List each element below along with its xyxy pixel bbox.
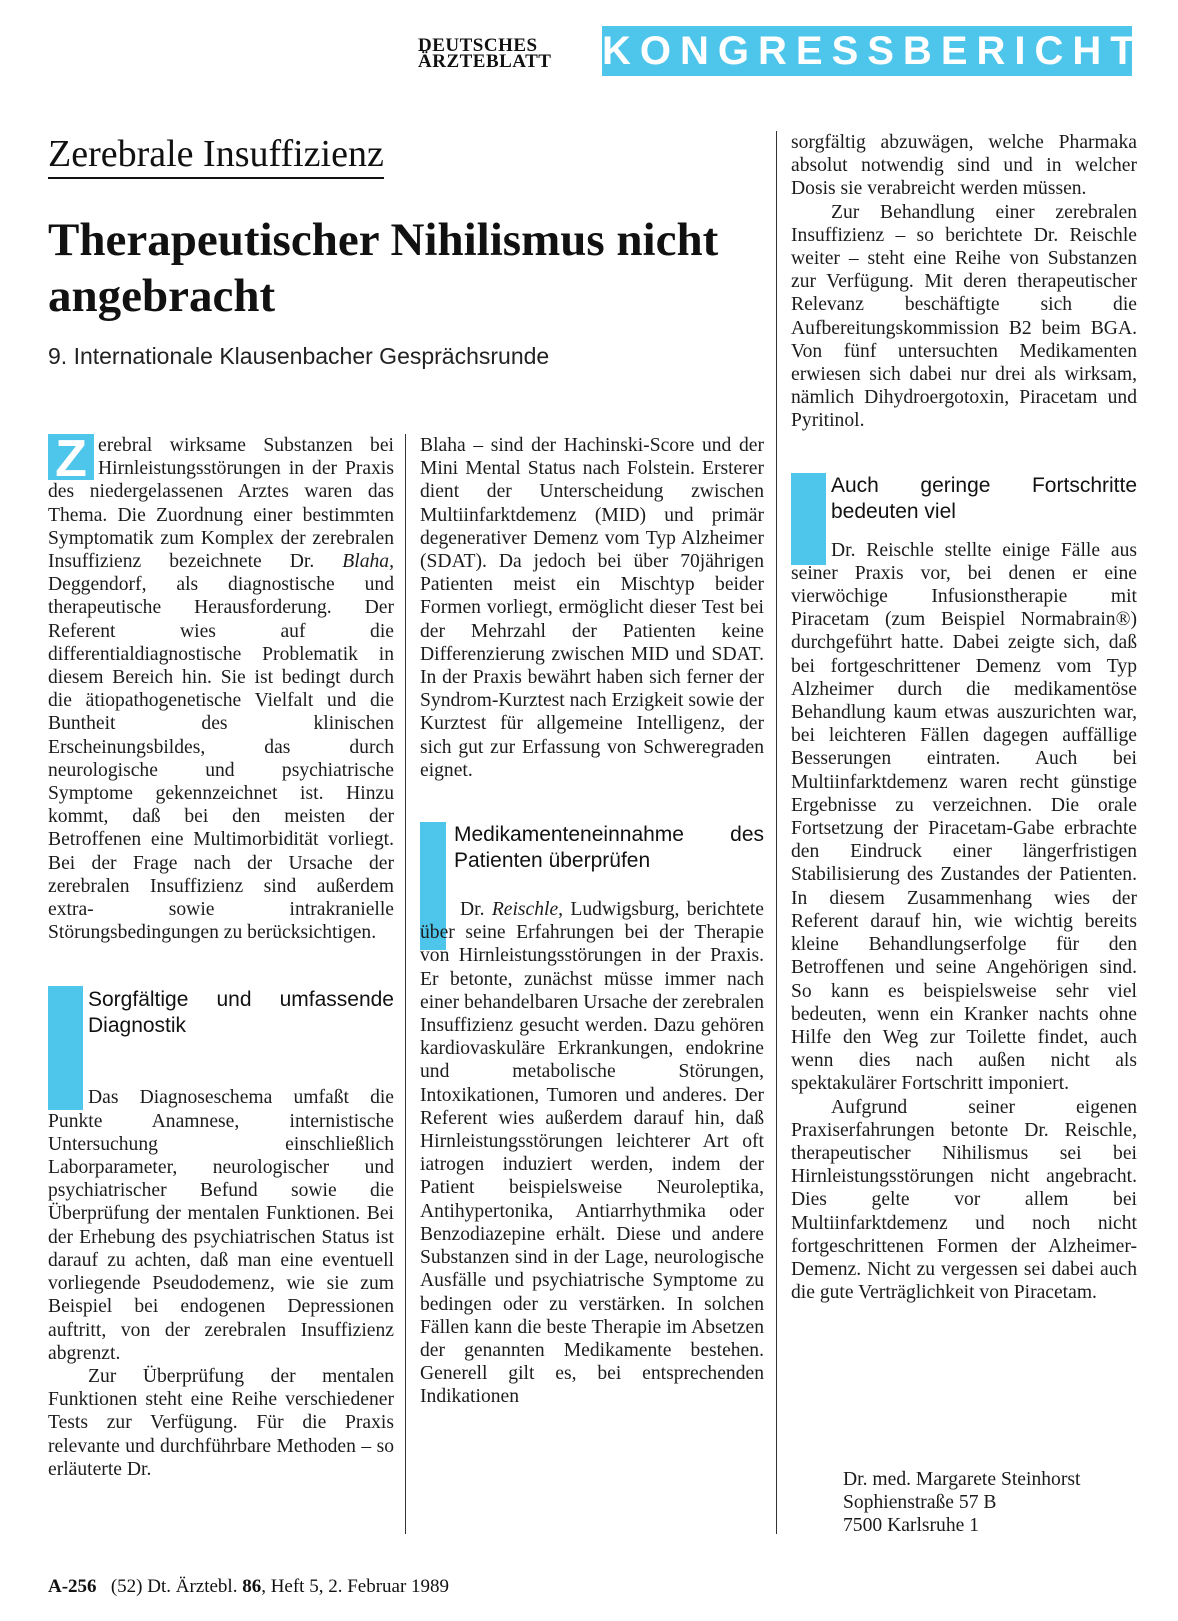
subsection-title: Auch geringe Fortschritte bedeuten viel	[831, 473, 1137, 523]
reischle-text-a: Dr.	[460, 899, 492, 921]
article-kicker: Zerebrale Insuffizienz	[48, 132, 384, 179]
subsection-title: Sorgfältige und umfassende Diagnostik	[88, 988, 394, 1038]
paragraph-fazit: Aufgrund seiner eigenen Praxiserfahrungen betonte Dr. Reischle, therapeutischer Nihilismus sei bei Hirnleistungsstörungen nicht angebracht. Dies gelte vor allem bei Multiinfarktdemenz und noch nicht fortgeschrittenen Formen der Alzheimer-Demenz. Nicht zu vergessen sei dabei auch die gute Verträglichkeit von Piracetam.	[791, 1096, 1137, 1304]
citation-volume: 86	[242, 1576, 262, 1597]
subsection-medikamente	[420, 822, 764, 1408]
article-subhead: 9. Internationale Klausenbacher Gesprächsrunde	[48, 343, 550, 369]
paragraph-substanzen: Zur Behandlung einer zerebralen Insuffizienz – so berichtete Dr. Reischle weiter – steht eine Reihe von Substanzen zur Verfügung. Mit deren therapeutischer Relevanz beschäftigte sich die Aufbereitungskommission B2 beim BGA. Von fünf untersuchten Medikamenten erwiesen sich dabei nur drei als wirksam, nämlich Dihydroergotoxin, Piracetam und Pyritinol.	[791, 201, 1137, 432]
column-2	[420, 434, 764, 1409]
paragraph-intro	[48, 430, 394, 944]
column-rule-1	[405, 434, 406, 1534]
speaker-name-blaha: Blaha,	[342, 551, 394, 573]
speaker-name-reischle: Reischle,	[491, 899, 564, 921]
column-rule-2	[776, 131, 777, 1534]
subsection-marker	[791, 473, 826, 565]
author-name: Dr. med. Margarete Steinhorst	[843, 1469, 1081, 1490]
drop-cap: Z	[48, 434, 94, 480]
logo-line-1: DEUTSCHES	[418, 35, 538, 56]
author-address-street: Sophienstraße 57 B	[843, 1492, 997, 1514]
paragraph-diagnoseschema: Das Diagnoseschema umfaßt die Punkte Anamnese, internistische Untersuchung einschließlich Laborparameter, neurologischer und psychiatrischer Befund sowie die Überprüfung der mentalen Funktionen. Bei der Erhebung des psychiatrischen Status ist darauf zu achten, daß man eine eventuell vorliegende Pseudodemenz, wie sie zum Beispiel bei endogenen Depressionen auftritt, von der zerebralen Insuffizienz abgrenzt.	[48, 1087, 394, 1364]
page-footer	[48, 1576, 449, 1598]
author-signoff	[843, 1468, 1080, 1538]
paragraph-tests-continued: Blaha – sind der Hachinski-Score und der Mini Mental Status nach Folstein. Ersterer dient der Unterscheidung zwischen Multiinfarktdemenz (MID) und primär degenerativer Demenz vom Typ Alzheimer (SDAT). Da jedoch bei über 70jährigen Patienten meist ein Mischtyp beider Formen vorliegt, ermöglicht dieser Test bei der Mehrzahl der Patienten keine Differenzierung zwischen MID und SDAT. In der Praxis bewährt haben sich ferner der Syndrom-Kurztest nach Erzigkeit sowie der Kurztest für allgemeine Intelligenz, der sich gut zur Erfassung von Schweregraden eignet.	[420, 435, 764, 781]
column-3	[791, 131, 1137, 1304]
citation-issue: , Heft 5, 2. Februar 1989	[261, 1576, 450, 1597]
paragraph-reischle	[420, 898, 764, 1408]
reischle-text-b: Ludwigsburg, berichtete über seine Erfahrungen bei der Therapie von Hirnleistungsstörungen in der Praxis. Er betonte, zunächst müsse immer nach einer behandelbaren Ursache der zerebralen Insuffizienz gesucht werden. Dazu gehören kardiovaskuläre Erkrankungen, endokrine und metabolische Störungen, Intoxikationen, Tumoren und anderes. Der Referent wies außerdem darauf hin, daß Hirnleistungsstörungen leichterer Art oft iatrogen induziert werden, indem der Patient beispielsweise Neuroleptika, Antihypertonika, Antiarrhythmika oder Benzodiazepine erhält. Diese und andere Substanzen sind in der Lage, neurologische Ausfälle und psychiatrische Symptome zu bedingen oder zu verstärken. In solchen Fällen kann die beste Therapie im Absetzen der genannten Medikamente bestehen. Generell gilt es, bei entsprechenden Indikationen	[420, 899, 764, 1408]
subsection-marker	[48, 986, 83, 1110]
masthead-logo	[418, 35, 586, 72]
logo-line-2: ÄRZTEBLATT	[418, 51, 552, 72]
paragraph-faelle: Dr. Reischle stellte einige Fälle aus seiner Praxis vor, bei denen er eine vierwöchige Infusionstherapie mit Piracetam (zum Beispiel Normabrain®) durchgeführt hatte. Dabei zeigte sich, daß bei fortgeschrittener Demenz vom Typ Alzheimer durch die medikamentöse Behandlung kaum etwas auszurichten war, bei leichteren Fällen dagegen auffällige Besserungen eintraten. Auch bei Multiinfarktdemenz waren recht günstige Ergebnisse zu verzeichnen. Die orale Fortsetzung der Piracetam-Gabe erbrachte den Eindruck einer längerfristigen Stabilisierung des Zustandes der Patienten. In diesem Zusammenhang wies der Referent darauf hin, wie wichtig bereits kleine Behandlungserfolge für den Betroffenen und seine Angehörigen sind. So kann es beispielsweise sehr viel bedeuten, wenn ein Kranker nachts ohne Hilfe den Weg zur Toilette findet, auch wenn dies nach außen nicht als spektakulärer Fortschritt imponiert.	[791, 539, 1137, 1095]
subsection-title: Medikamenteneinnahme des Patienten überprüfen	[454, 823, 764, 873]
subsection-fortschritte	[791, 473, 1137, 1096]
author-address-city: 7500 Karlsruhe 1	[843, 1515, 980, 1537]
intro-text-a: erebral wirksame Substanzen bei Hirnleistungsstörungen in der Praxis des niedergelassenen Arztes waren das Thema. Die Zuordnung einer bestimmten Symptomatik zum Komplex der zerebralen Insuffizienz bezeichnete Dr.	[48, 435, 394, 573]
article-headline: Therapeutischer Nihilismus nicht angebracht	[48, 214, 719, 322]
section-label: KONGRESSBERICHT	[602, 26, 1132, 76]
page-number: A-256	[48, 1576, 97, 1597]
paragraph-reischle-continued: sorgfältig abzuwägen, welche Pharmaka absolut notwendig sind und in welcher Dosis sie verabreicht werden müssen.	[791, 132, 1137, 200]
citation-journal: (52) Dt. Ärztebl.	[110, 1576, 243, 1597]
paragraph-tests: Zur Überprüfung der mentalen Funktionen steht eine Reihe verschiedener Tests zur Verfügung. Für die Praxis relevante und durchführbare Methoden – so erläuterte Dr.	[48, 1365, 394, 1480]
intro-text-b: Deggendorf, als diagnostische und therapeutische Herausforderung. Der Referent wies auf die differentialdiagnostische Problematik in diesem Bereich hin. Sie ist bedingt durch die ätiopathogenetische Vielfalt und die Buntheit des klinischen Erscheinungsbildes, das durch neurologische und psychiatrische Symptome gekennzeichnet ist. Hinzu kommt, daß bei den meisten der Betroffenen eine Multimorbidität vorliegt. Bei der Frage nach der Ursache der zerebralen Insuffizienz sind außerdem extra- sowie intrakranielle Störungsbedingungen zu berücksichtigen.	[48, 574, 394, 944]
column-1	[48, 430, 394, 1481]
subsection-diagnostik	[48, 986, 394, 1364]
